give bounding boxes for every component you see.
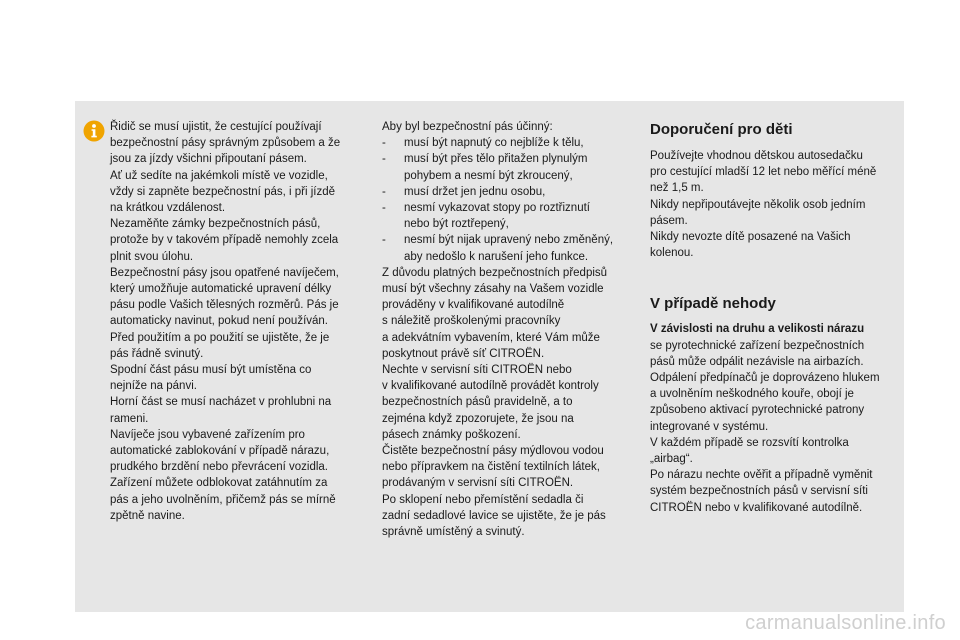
- list-item-text: musí být napnutý co nejblíže k tělu,: [404, 137, 584, 150]
- text-line: zejména když zpozorujete, že jsou na: [382, 412, 574, 425]
- text-line: Nezaměňte zámky bezpečnostních pásů,: [110, 218, 321, 231]
- maintenance-text: [382, 265, 634, 540]
- text-line: automaticky navinut, pokud není používán.: [110, 315, 329, 328]
- text-line: systém bezpečnostních pásů v servisní síti: [650, 485, 868, 498]
- text-line: vždy si zapněte bezpečnostní pás, i při jízdě: [110, 185, 336, 198]
- accident-text: [650, 338, 898, 516]
- list-item: [382, 151, 634, 167]
- text-line: Po nárazu nechte ověřit a případně vyměnit: [650, 469, 873, 482]
- text-line: bezpečnostní pásy správným způsobem a že: [110, 137, 341, 150]
- text-line: integrované v systému.: [650, 420, 769, 433]
- text-line: Řidič se musí ujistit, že cestující používají: [110, 121, 322, 133]
- list-item-text: musí držet jen jednu osobu,: [404, 185, 546, 198]
- heading-accident: V případě nehody: [650, 295, 776, 313]
- text-line: Nikdy nevozte dítě posazené na Vašich: [650, 231, 851, 244]
- text-line: v kvalifikované autodílně provádět kontroly: [382, 380, 599, 393]
- list-item: [382, 232, 634, 248]
- info-icon: [83, 120, 105, 142]
- dash-bullet: -: [382, 153, 386, 166]
- list-item-text: nebo být roztřepený,: [404, 218, 509, 231]
- accident-lead: V závislosti na druhu a velikosti nárazu: [650, 323, 865, 336]
- seatbelt-effectiveness: [382, 119, 634, 540]
- dash-bullet: [382, 216, 404, 232]
- text-line: a uvolněním neškodného kouře, obojí je: [650, 388, 854, 401]
- text-line: který umožňuje automatické upravení délky: [110, 283, 332, 296]
- text-line: Čistěte bezpečnostní pásy mýdlovou vodou: [382, 445, 604, 458]
- text-line: pásem.: [650, 214, 688, 227]
- text-line: Po sklopení nebo přemístění sedadla či: [382, 493, 584, 506]
- text-line: rameni.: [110, 412, 149, 425]
- text-line: než 1,5 m.: [650, 182, 704, 195]
- text-line: Zařízení můžete odblokovat zatáhnutím za: [110, 477, 328, 490]
- text-line: s náležitě proškolenými pracovníky: [382, 315, 561, 328]
- text-line: plnit svou úlohu.: [110, 250, 194, 263]
- text-line: Nechte v servisní síti CITROËN nebo: [382, 364, 572, 377]
- text-line: Nikdy nepřipoutávejte několik osob jedním: [650, 198, 866, 211]
- list-item-text: aby nedošlo k narušení jeho funkce.: [404, 250, 589, 263]
- list-item-text: nesmí vykazovat stopy po roztřiznutí: [404, 202, 590, 215]
- text-line: Před použitím a po použití se ujistěte, že je: [110, 331, 330, 344]
- text-line: Navíječe jsou vybavené zařízením pro: [110, 428, 305, 441]
- text-line: prodávaným v servisní síti CITROËN.: [382, 477, 574, 490]
- list-item: [382, 184, 634, 200]
- text-line: „airbag“.: [650, 453, 693, 466]
- text-line: Horní část se musí nacházet v prohlubni na: [110, 396, 332, 409]
- heading-children: Doporučení pro děti: [650, 121, 793, 138]
- dash-bullet: -: [382, 137, 386, 150]
- text-line: Bezpečnostní pásy jsou opatřené navíječem,: [110, 266, 339, 279]
- dash-bullet: [382, 249, 404, 265]
- text-line: poskytnout právě síť CITROËN.: [382, 347, 545, 360]
- text-line: bezpečnostních pásů pravidelně, a to: [382, 396, 573, 409]
- list-item: [382, 249, 634, 265]
- text-line: jsou za jízdy všichni připoutaní pásem.: [110, 153, 307, 166]
- text-line: pro cestující mladší 12 let nebo měřící méně: [650, 166, 877, 179]
- text-line: pásu podle Vašich tělesných rozměrů. Pás je: [110, 299, 339, 312]
- text-line: V každém případě se rozsvítí kontrolka: [650, 436, 849, 449]
- text-line: způsobeno aktivací pyrotechnické patrony: [650, 404, 865, 417]
- list-item: [382, 200, 634, 216]
- text-line: pásů může odpálit nezávisle na airbazích.: [650, 355, 864, 368]
- text-line: nejníže na pánvi.: [110, 380, 197, 393]
- children-and-accident: [650, 119, 898, 516]
- dash-bullet: -: [382, 234, 386, 247]
- children-text: [650, 148, 898, 261]
- dash-bullet: [382, 168, 404, 184]
- text-line: Používejte vhodnou dětskou autosedačku: [650, 150, 863, 162]
- text-line: zpětně navine.: [110, 509, 185, 522]
- list-item-text: musí být přes tělo přitažen plynulým: [404, 153, 588, 166]
- text-line: kolenou.: [650, 247, 694, 260]
- text-line: a adekvátním vybavením, které Vám může: [382, 331, 600, 344]
- text-line: zadní sedadlové lavice se ujistěte, že je pás: [382, 509, 606, 522]
- text-line: pás řádně svinutý.: [110, 347, 204, 360]
- text-line: na krátkou vzdálenost.: [110, 202, 226, 215]
- text-line: pás a jeho uvolněním, přičemž pás se mírně: [110, 493, 336, 506]
- text-line: Odpálení předpínačů je doprovázeno hlukem: [650, 372, 880, 385]
- text-line: správně umístěný a svinutý.: [382, 526, 525, 539]
- text-line: Ať už sedíte na jakémkoli místě ve vozidle,: [110, 169, 328, 182]
- watermark: carmanualsonline.info: [745, 612, 946, 634]
- seatbelt-driver-info: [110, 119, 368, 524]
- list-item: [382, 216, 634, 232]
- requirements-list: [382, 135, 634, 265]
- text-line: prováděny v kvalifikované autodílně: [382, 299, 565, 312]
- dash-bullet: -: [382, 185, 386, 198]
- text-line: Spodní část pásu musí být umístěna co: [110, 364, 312, 377]
- list-item: [382, 135, 634, 151]
- text-line: pásech známky poškození.: [382, 428, 521, 441]
- dash-bullet: -: [382, 202, 386, 215]
- list-item: [382, 168, 634, 184]
- text-line: automatické zablokování v případě nárazu,: [110, 445, 330, 458]
- list-item-text: nesmí být nijak upravený nebo změněný,: [404, 234, 614, 247]
- text-line: prudkého brzdění nebo převrácení vozidla.: [110, 461, 329, 474]
- text-line: Z důvodu platných bezpečnostních předpisů: [382, 266, 608, 279]
- text-line: protože by v takovém případě nemohly zcela: [110, 234, 339, 247]
- list-item-text: pohybem a nesmí být zkroucený,: [404, 169, 573, 182]
- text-line: se pyrotechnické zařízení bezpečnostních: [650, 339, 865, 352]
- text-line: nebo přípravkem na čistění textilních látek,: [382, 461, 600, 474]
- text-line: musí být všechny zásahy na Vašem vozidle: [382, 283, 604, 296]
- intro-line: Aby byl bezpečnostní pás účinný:: [382, 121, 553, 133]
- text-line: CITROËN nebo v kvalifikované autodílně.: [650, 501, 863, 514]
